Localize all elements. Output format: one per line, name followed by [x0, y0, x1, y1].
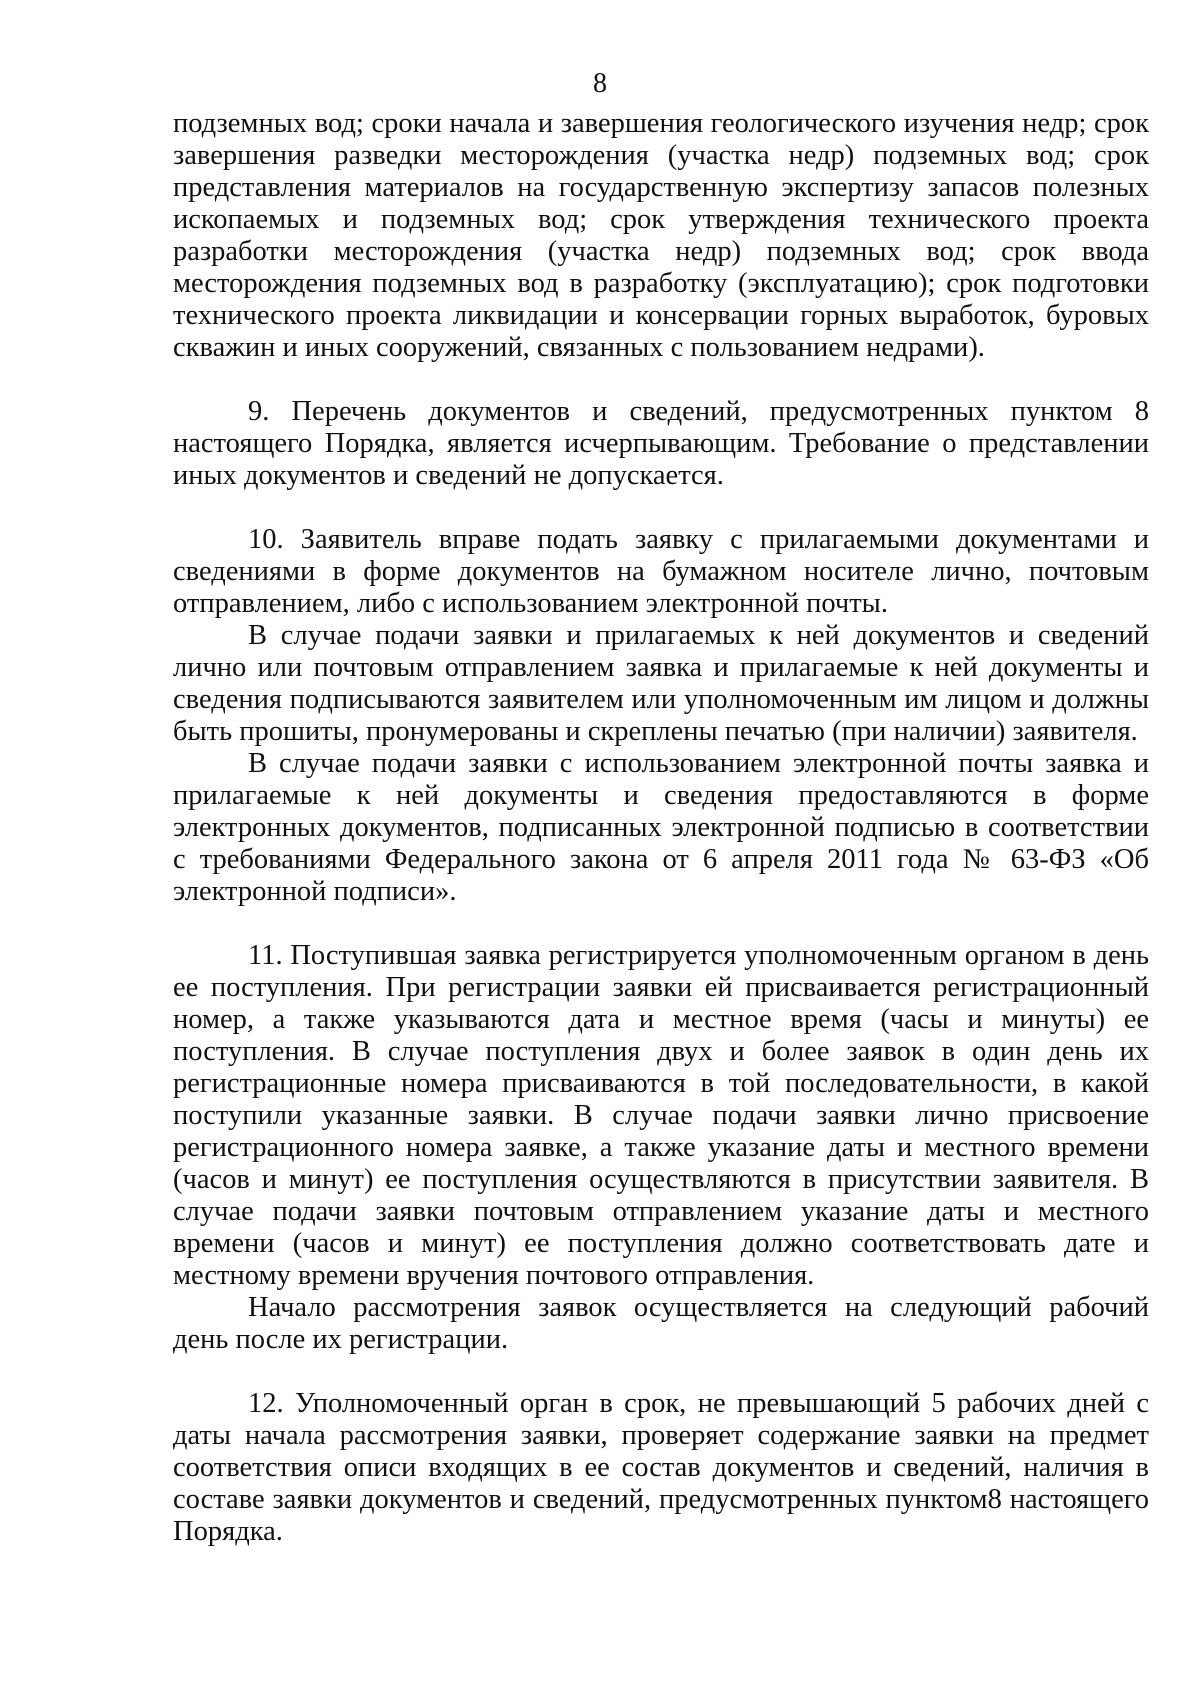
- paragraph-item-10-electronic: В случае подачи заявки с использованием электронной почты заявка и прилагаемые к ней документы и сведения предоставляются в форме электронных документов, подписанных электронной подписью в соответствии с требованиями Федерального закона от 6 апреля 2011 года № 63-ФЗ «Об электронной подписи».: [173, 748, 1149, 907]
- paragraph-continuation: подземных вод; сроки начала и завершения геологического изучения недр; срок завершения разведки месторождения (участка недр) подземных вод; срок представления материалов на государственную экспертизу запасов полезных ископаемых и подземных вод; срок утверждения технического проекта разработки месторождения (участка недр) подземных вод; срок ввода месторождения подземных вод в разработку (эксплуатацию); срок подготовки технического проекта ликвидации и консервации горных выработок, буровых скважин и иных сооружений, связанных с пользованием недрами).: [173, 108, 1149, 363]
- paragraph-item-10: 10. Заявитель вправе подать заявку с прилагаемыми документами и сведениями в форме документов на бумажном носителе лично, почтовым отправлением, либо с использованием электронной почты.: [173, 524, 1149, 619]
- paragraph-item-11-review-start: Начало рассмотрения заявок осуществляется на следующий рабочий день после их регистрации.: [173, 1292, 1149, 1355]
- document-body: [173, 108, 1149, 1548]
- paragraph-item-12: 12. Уполномоченный орган в срок, не превышающий 5 рабочих дней с даты начала рассмотрения заявки, проверяет содержание заявки на предмет соответствия описи входящих в ее состав документов и сведений, наличия в составе заявки документов и сведений, предусмотренных пунктом8 настоящего Порядка.: [173, 1388, 1149, 1547]
- paragraph-item-10-paper: В случае подачи заявки и прилагаемых к ней документов и сведений лично или почтовым отправлением заявка и прилагаемые к ней документы и сведения подписываются заявителем или уполномоченным им лицом и должны быть прошиты, пронумерованы и скреплены печатью (при наличии) заявителя.: [173, 620, 1149, 747]
- paragraph-item-11: 11. Поступившая заявка регистрируется уполномоченным органом в день ее поступления. При регистрации заявки ей присваивается регистрационный номер, а также указываются дата и местное время (часы и минуты) ее поступления. В случае поступления двух и более заявок в один день их регистрационные номера присваиваются в той последовательности, в какой поступили указанные заявки. В случае подачи заявки лично присвоение регистрационного номера заявке, а также указание даты и местного времени (часов и минут) ее поступления осуществляются в присутствии заявителя. В случае подачи заявки почтовым отправлением указание даты и местного времени (часов и минут) ее поступления должно соответствовать дате и местному времени вручения почтового отправления.: [173, 940, 1149, 1291]
- paragraph-item-9: 9. Перечень документов и сведений, предусмотренных пунктом 8 настоящего Порядка, является исчерпывающим. Требование о представлении иных документов и сведений не допускается.: [173, 396, 1149, 491]
- page-number: 8: [593, 68, 607, 99]
